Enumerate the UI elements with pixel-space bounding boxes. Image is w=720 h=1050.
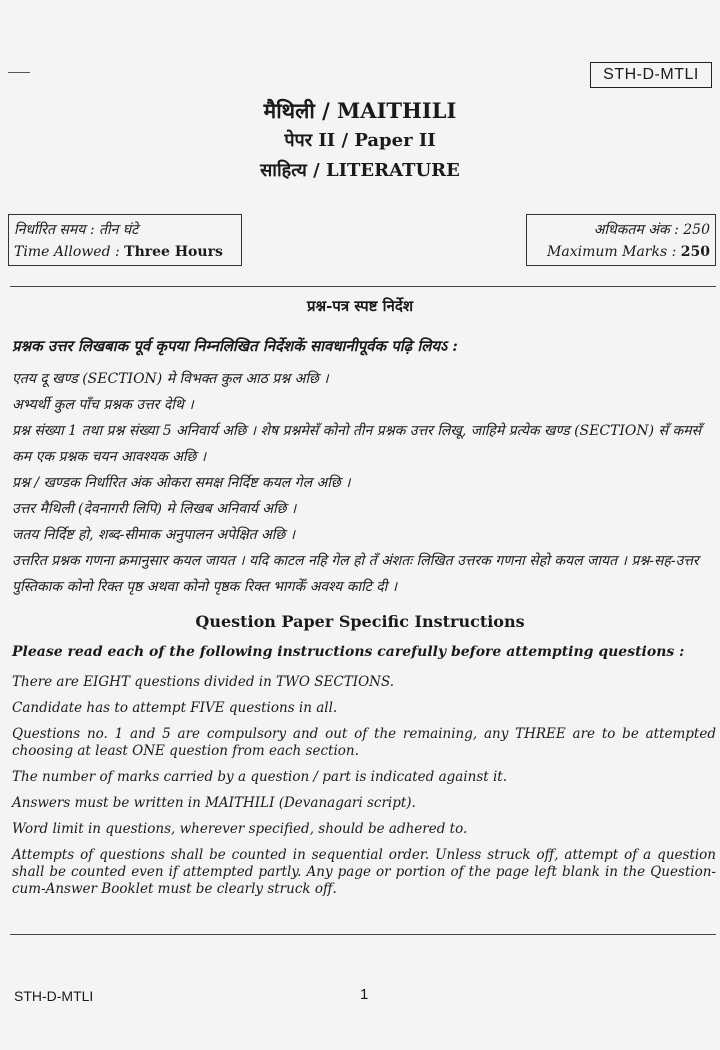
hindi-instruction: उत्तर मैथिली (देवनागरी लिपि) मे लिखब अनिवार्य अछि । — [12, 501, 297, 517]
english-instruction: Word limit in questions, wherever specified, should be adhered to. — [12, 821, 468, 837]
footer-paper-code: STH-D-MTLI — [14, 988, 94, 1004]
english-instruction: Candidate has to attempt FIVE questions in all. — [12, 700, 338, 716]
hindi-instructions-heading: प्रश्न-पत्र स्पष्ट निर्देश — [306, 297, 414, 315]
title-block — [0, 96, 720, 186]
maximum-marks-box — [526, 214, 716, 266]
hindi-instructions-intro: प्रश्नक उत्तर लिखबाक पूर्व कृपया निम्नलिखित निर्देशकें सावधानीपूर्वक पढ़ि लियऽ : — [12, 337, 458, 355]
time-allowed-hindi: निर्धारित समय : तीन घंटे — [14, 222, 139, 238]
english-instruction: Answers must be written in MAITHILI (Devanagari script). — [12, 795, 416, 811]
divider-bottom — [10, 934, 716, 935]
paper-subject: साहित्य / LITERATURE — [260, 160, 460, 181]
maximum-marks-english: Maximum Marks : 250 — [547, 244, 710, 260]
page-number: 1 — [360, 986, 369, 1003]
scan-mark — [8, 72, 30, 73]
paper-number: पेपर II / Paper II — [284, 130, 436, 151]
english-instructions-list — [12, 674, 716, 907]
hindi-instruction: उत्तरित प्रश्नक गणना क्रमानुसार कयल जायत । यदि काटल नहि गेल हो तँ अंशतः लिखित उत्तरक गणना सेहो कयल जायत । प्रश्न-सह-उत्तर पुस्तिकाक कोनो रिक्त पृष्ठ अथवा कोनो पृष्ठक रिक्त भागकेँ अवश्य काटि दी । — [12, 553, 699, 595]
english-instruction: The number of marks carried by a question / part is indicated against it. — [12, 769, 508, 785]
paper-code: STH-D-MTLI — [590, 62, 712, 88]
hindi-instruction: प्रश्न / खण्डक निर्धारित अंक ओकरा समक्ष निर्दिष्ट कयल गेल अछि । — [12, 475, 351, 491]
time-allowed-english: Time Allowed : Three Hours — [14, 244, 223, 260]
divider-top — [10, 286, 716, 287]
english-instructions-heading: Question Paper Specific Instructions — [195, 612, 525, 631]
english-instruction: There are EIGHT questions divided in TWO SECTIONS. — [12, 674, 395, 690]
maximum-marks-hindi: अधिकतम अंक : 250 — [593, 222, 710, 238]
english-instruction: Questions no. 1 and 5 are compulsory and out of the remaining, any THREE are to be attempted choosing at least ONE question from each section. — [12, 726, 716, 759]
hindi-instruction: अभ्यर्थी कुल पाँच प्रश्नक उत्तर देथि । — [12, 397, 194, 413]
hindi-instruction: प्रश्न संख्या 1 तथा प्रश्न संख्या 5 अनिवार्य अछि । शेष प्रश्नमेसँ कोनो तीन प्रश्नक उत्तर लिखू, जाहिमे प्रत्येक खण्ड (SECTION) सँ कमसँ कम एक प्रश्नक चयन आवश्यक अछि । — [12, 423, 702, 465]
english-instruction: Attempts of questions shall be counted in sequential order. Unless struck off, attempt of a question shall be counted even if attempted partly. Any page or portion of the page left blank in the Question-cum-Answer Booklet must be clearly struck off. — [12, 847, 716, 897]
hindi-instruction: एतय दू खण्ड (SECTION) मे विभक्त कुल आठ प्रश्न अछि । — [12, 371, 329, 387]
english-instructions-intro: Please read each of the following instructions carefully before attempting questions : — [12, 644, 685, 660]
time-allowed-box — [8, 214, 242, 266]
hindi-instruction: जतय निर्दिष्ट हो, शब्द-सीमाक अनुपालन अपेक्षित अछि । — [12, 527, 296, 543]
paper-title: मैथिली / MAITHILI — [263, 98, 457, 123]
hindi-instructions-list — [12, 366, 716, 600]
